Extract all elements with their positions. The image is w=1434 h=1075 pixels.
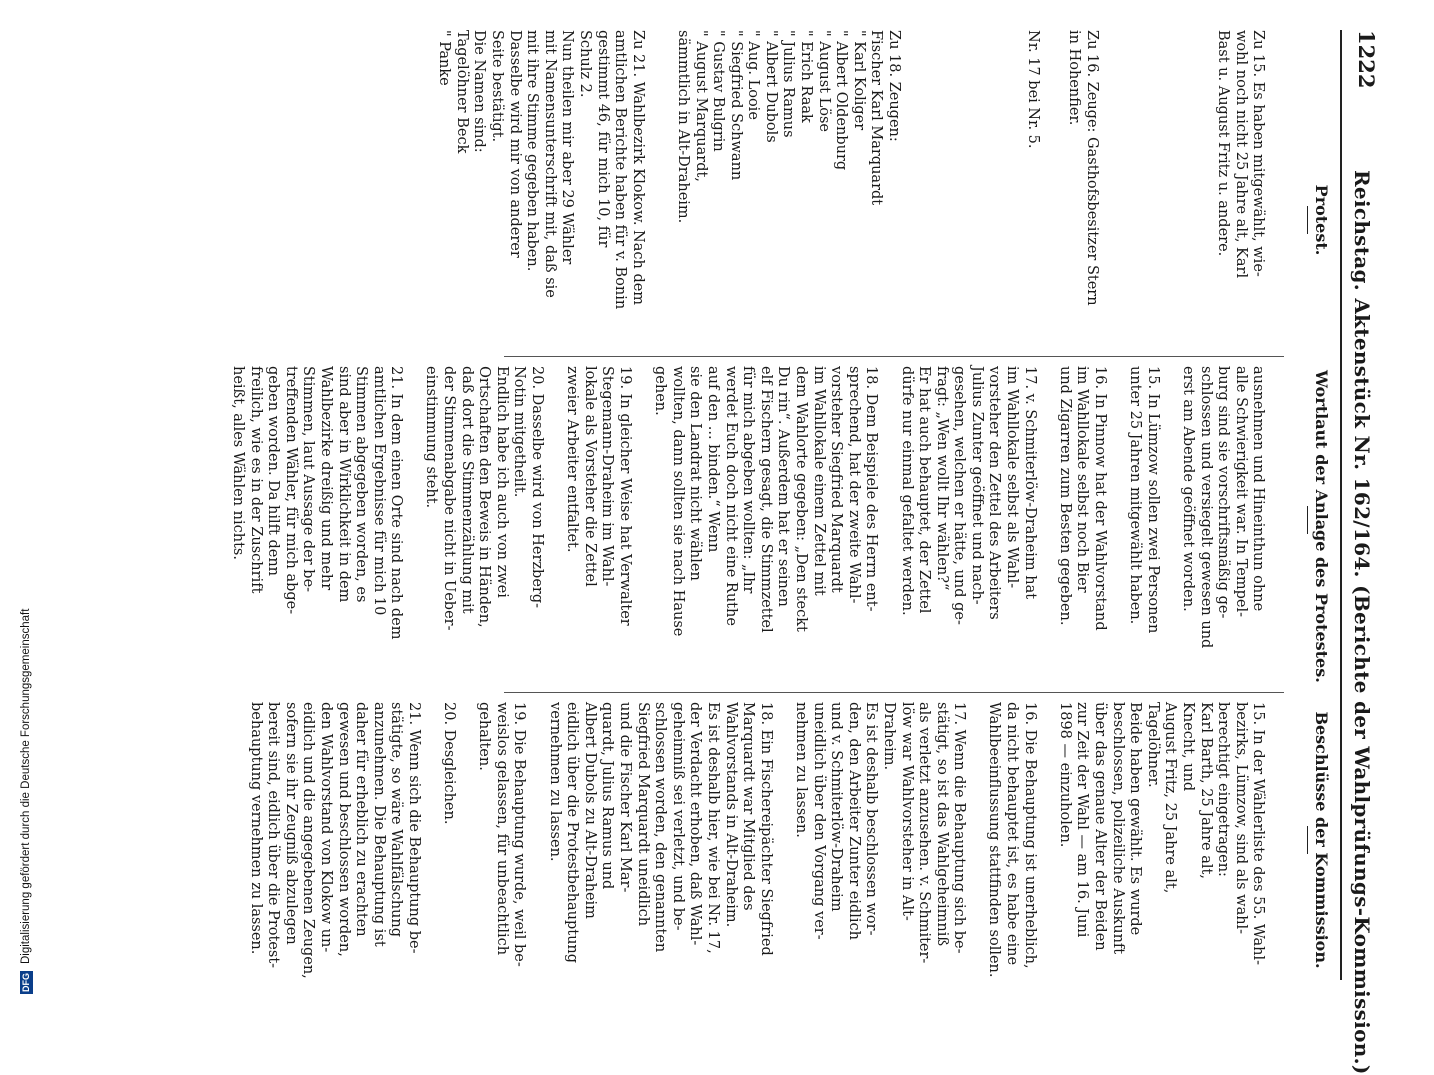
column-divider [504, 692, 1284, 693]
beschluss-para-18: 18. Ein Fischereipächter Siegfried Marquardt war Mitglied des Wahlvorstands in Alt-Draheim. Es ist deshalb hier, wie bei Nr. 17, der Verdacht erhoben, daß Wahl- geheimniß sei verletzt, und be- schlossen worden, den genannten Siegfried Marquardt uneidlich und die Fischer Karl Mar- quardt, Julius Ramus und Albert Dubols zu Alt-Draheim eidlich über die Protestbehauptung vernehmen zu lassen. [546, 702, 774, 964]
dfg-logo-icon: DFG [21, 973, 31, 992]
wortlaut-column [211, 366, 1284, 684]
wortlaut-para-18: 18. Dem Beispiele des Herrn ent- sprechend, hat der zweite Wahl- vorsteher Siegfried Marquardt im Wahllokale einem Zettel mit dem Wahlorte gegeben: „Den steckt Du rin“. Außerdem hat er seinen elf Fischern gesagt, die Stimmzettel für mich abgeben wollten: „Ihr werdet Euch doch nicht eine Ruthe auf den ... binden.“ Wenn sie den Landrat nicht wählen wollten, dann sollten sie nach Hause gehen. [652, 366, 880, 637]
heading-underline [1307, 206, 1308, 234]
beschluss-para-20: 20. Desgleichen. [441, 702, 458, 825]
wortlaut-para-16: 16. In Pinnow hat der Wahlvorstand im Wahllokale selbst noch Bier und Zigarren zum Besten gegeben. [1056, 366, 1109, 631]
wortlaut-para-20: 20. Dasselbe wird von Herzberg- Notin mitgetheilt. Endlich habe ich auch von zwei Ortschaften den Beweis in Händen, daß dort die Stimmenzählung mit der Stimmenabgabe nicht in Ueber- einstimmung steht. [423, 366, 546, 631]
heading-underline [1307, 826, 1308, 854]
wortlaut-para-15: 15. In Lümzow sollen zwei Personen unter 25 Jahren mitgewählt haben. [1127, 366, 1161, 634]
protest-para-17: Nr. 17 bei Nr. 5. [1025, 30, 1042, 149]
wortlaut-heading [1307, 370, 1331, 683]
protest-heading [1307, 90, 1331, 350]
funding-footer [18, 0, 38, 1000]
protest-para-21: Zu 21. Wahlbezirk Klokow. Nach dem amtlichen Berichte haben für v. Bonin gestimmt 46, für mich 10, für Schulz 2. Nun theilen mir aber 29 Wähler mit Namensunterschrift mit, daß sie mit ihre Stimme gegeben haben. Dasselbe wird mir von anderer Seite bestätigt. Die Namen sind: Tagelöhner Beck " Panke [436, 30, 646, 310]
beschluss-para-17: 17. Wenn die Behauptung sich be- stätigt, so ist das Wahlgeheimniß als verletzt anzusehen. v. Schmiter- löw war Wahlvorsteher in Alt- Draheim. Es ist deshalb beschlossen wor- den, den Arbeiter Zunter eidlich und v. Schmiterlöw-Draheim uneidlich über den Vorgang ver- nehmen zu lassen. [792, 702, 968, 964]
protest-heading-text: Protest. [1312, 184, 1331, 256]
protest-para-15: Zu 15. Es haben mitgewählt, wie- wohl noch nicht 25 Jahre alt, Karl Bast u. August Fritz u. andere. [1215, 30, 1267, 279]
heading-underline [1307, 506, 1308, 534]
beschluss-para-19: 19. Die Behauptung wurde, weil be- weislos gelassen, für unbeachtlich gehalten. [476, 702, 528, 967]
beschluss-para-15: 15. In der Wählerliste des 55. Wahl- bezirks, Lümzow, sind als wahl- berechtigt eingetragen: Karl Barth, 25 Jahre alt, Knecht, und August Fritz, 25 Jahre alt, Tagelöhner. Beide haben gewählt. Es wurde beschlossen, polizeiliche Auskunft über das genaue Alter der Beiden zur Zeit der Wahl — am 16. Juni 1898 — einzuholen. [1056, 702, 1267, 966]
wortlaut-para-21: 21. In dem einen Orte sind nach dem amtlichen Ergebnisse für mich 10 Stimmen abgegeben worden, es sind aber in Wirklichkeit in dem Wahlbezirke dreißig und mehr Stimmen, laut Aussage der be- treffenden Wähler, für mich abge- geben worden. Da hilft denn freilich, wie es in der Zuschrift heißt, alles Wählen nichts. [229, 366, 405, 640]
funding-notice: Digitalisierung gefördert durch die Deutsche Forschungsgemeinschaft [20, 608, 32, 964]
wortlaut-heading-text: Wortlaut der Anlage des Protestes. [1312, 370, 1331, 683]
protest-column [417, 30, 1284, 348]
beschluesse-column [228, 702, 1284, 992]
wortlaut-para-cont: ausnehmen und Hineinthun ohne alle Schwierigkeit war. In Tempel- burg sind sie vorschriftsmäßig ge- schlossen und versiegelt gewesen und erst am Abende geöffnet worden. [1180, 366, 1267, 649]
page-number: 1222 [1354, 30, 1379, 89]
protest-para-16: Zu 16. Zeuge: Gasthofsbesitzer Stern in Hohenfier. [1066, 30, 1101, 306]
header-rule [1340, 30, 1342, 980]
column-divider [504, 356, 1284, 357]
wortlaut-para-19: 19. In gleicher Weise hat Verwalter Stegemann-Draheim im Wahl- lokale als Vorsteher die Zettel zweier Arbeiter entfaltet. [564, 366, 634, 626]
protest-para-18: Zu 18. Zeugen: Fischer Karl Marquardt " Karl Koliger " Albert Oldenburg " August Löse " Erich Raak " Julius Ramus " Albert Dubols " Aug. Looie " Siegfried Schwann " Gustav Bulgrin " August Marquardt, sämmtlich in Alt-Draheim. [674, 30, 903, 224]
beschluesse-heading [1307, 690, 1331, 990]
beschluesse-heading-text: Beschlüsse der Kommission. [1312, 711, 1331, 969]
wortlaut-para-17: 17. v. Schmiterlöw-Draheim hat im Wahllokale selbst als Wahl- vorsteher den Zettel des Arbeiters Julius Zunter geöffnet und nach- gesehen, welchen er hätte, und ge- fragt: „Wen wollt Ihr wählen?“ Er hat auch behauptet, der Zettel dürfe nur einmal gefaltet werden. [898, 366, 1038, 625]
beschluss-para-16: 16. Die Behauptung ist unerheblich, da nicht behauptet ist, es habe eine Wahlbeeinflussung stattfinden sollen. [986, 702, 1038, 978]
beschluss-para-21: 21. Wenn sich die Behauptung be- stätigte, so wäre Wahlfälschung anzunehmen. Die Behauptung ist daher für erheblich zu erachten gewesen und beschlossen worden, den Wahlvorstand von Klokow un- eidlich und die angegebenen Zeugen, sofern sie ihr Zeugniß abzulegen bereit sind, eidlich über die Protest- behauptung vernehmen zu lassen. [247, 702, 422, 979]
running-title: Reichstag. Aktenstück Nr. 162/164. (Berichte der Wahlprüfungs-Kommission.) [1350, 170, 1374, 1075]
